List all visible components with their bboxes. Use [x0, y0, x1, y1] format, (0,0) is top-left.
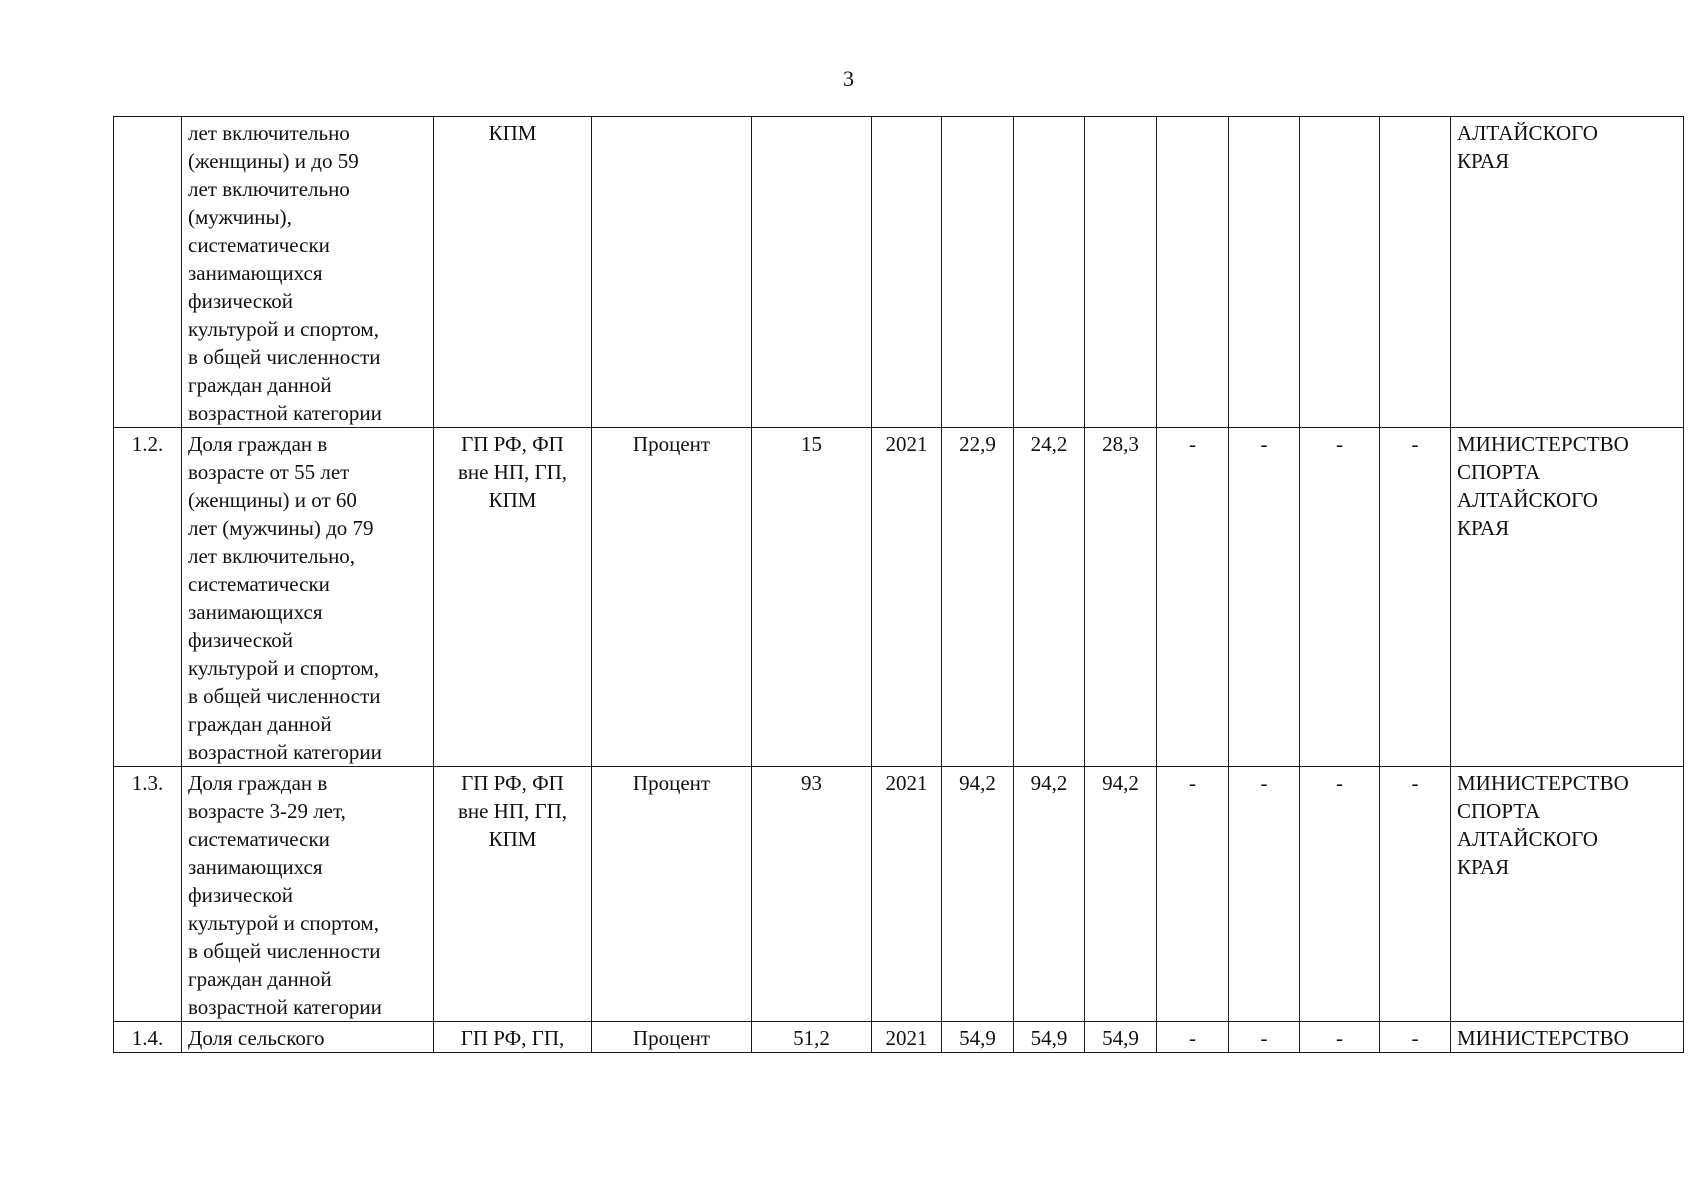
value-period-2: 54,9 — [1014, 1022, 1085, 1053]
source-document: ГП РФ, ГП, — [434, 1022, 592, 1053]
base-value: 15 — [752, 428, 872, 767]
unit-of-measure: Процент — [592, 428, 752, 767]
responsible-body: АЛТАЙСКОГО КРАЯ — [1451, 117, 1684, 428]
row-number: 1.2. — [114, 428, 182, 767]
value-period-7 — [1380, 117, 1451, 428]
value-period-1 — [942, 117, 1014, 428]
value-period-3: 28,3 — [1085, 428, 1157, 767]
responsible-body: МИНИСТЕРСТВО — [1451, 1022, 1684, 1053]
value-period-4: - — [1157, 767, 1229, 1022]
value-period-6: - — [1300, 767, 1380, 1022]
value-period-5: - — [1229, 1022, 1300, 1053]
value-period-1: 54,9 — [942, 1022, 1014, 1053]
indicator-name: Доля сельского — [182, 1022, 434, 1053]
indicator-name: Доля граждан в возрасте от 55 лет (женщины) и от 60 лет (мужчины) до 79 лет включительно, систематически занимающихся физической культурой и спортом, в общей численности граждан данной возрастной категории — [182, 428, 434, 767]
source-document: КПМ — [434, 117, 592, 428]
value-period-5: - — [1229, 767, 1300, 1022]
value-period-3: 94,2 — [1085, 767, 1157, 1022]
unit-of-measure — [592, 117, 752, 428]
row-number — [114, 117, 182, 428]
value-period-7: - — [1380, 428, 1451, 767]
value-period-4: - — [1157, 428, 1229, 767]
row-number: 1.3. — [114, 767, 182, 1022]
value-period-7: - — [1380, 1022, 1451, 1053]
value-period-7: - — [1380, 767, 1451, 1022]
base-value: 51,2 — [752, 1022, 872, 1053]
base-year: 2021 — [872, 767, 942, 1022]
value-period-3: 54,9 — [1085, 1022, 1157, 1053]
source-document: ГП РФ, ФП вне НП, ГП, КПМ — [434, 428, 592, 767]
base-year — [872, 117, 942, 428]
responsible-body: МИНИСТЕРСТВО СПОРТА АЛТАЙСКОГО КРАЯ — [1451, 767, 1684, 1022]
value-period-2: 24,2 — [1014, 428, 1085, 767]
table-row — [114, 767, 1684, 1022]
base-value: 93 — [752, 767, 872, 1022]
row-number: 1.4. — [114, 1022, 182, 1053]
base-value — [752, 117, 872, 428]
indicator-table — [113, 116, 1684, 1053]
value-period-1: 22,9 — [942, 428, 1014, 767]
table-row — [114, 117, 1684, 428]
value-period-2: 94,2 — [1014, 767, 1085, 1022]
source-document: ГП РФ, ФП вне НП, ГП, КПМ — [434, 767, 592, 1022]
responsible-body: МИНИСТЕРСТВО СПОРТА АЛТАЙСКОГО КРАЯ — [1451, 428, 1684, 767]
value-period-2 — [1014, 117, 1085, 428]
indicator-name: лет включительно (женщины) и до 59 лет включительно (мужчины), систематически занимающихся физической культурой и спортом, в общей численности граждан данной возрастной категории — [182, 117, 434, 428]
unit-of-measure: Процент — [592, 1022, 752, 1053]
value-period-3 — [1085, 117, 1157, 428]
value-period-6: - — [1300, 1022, 1380, 1053]
value-period-6: - — [1300, 428, 1380, 767]
value-period-1: 94,2 — [942, 767, 1014, 1022]
value-period-5 — [1229, 117, 1300, 428]
page-number: 3 — [843, 66, 854, 91]
table-row — [114, 428, 1684, 767]
base-year: 2021 — [872, 428, 942, 767]
value-period-6 — [1300, 117, 1380, 428]
base-year: 2021 — [872, 1022, 942, 1053]
table-row — [114, 1022, 1684, 1053]
unit-of-measure: Процент — [592, 767, 752, 1022]
value-period-4: - — [1157, 1022, 1229, 1053]
value-period-4 — [1157, 117, 1229, 428]
indicator-name: Доля граждан в возрасте 3-29 лет, систематически занимающихся физической культурой и спортом, в общей численности граждан данной возрастной категории — [182, 767, 434, 1022]
value-period-5: - — [1229, 428, 1300, 767]
